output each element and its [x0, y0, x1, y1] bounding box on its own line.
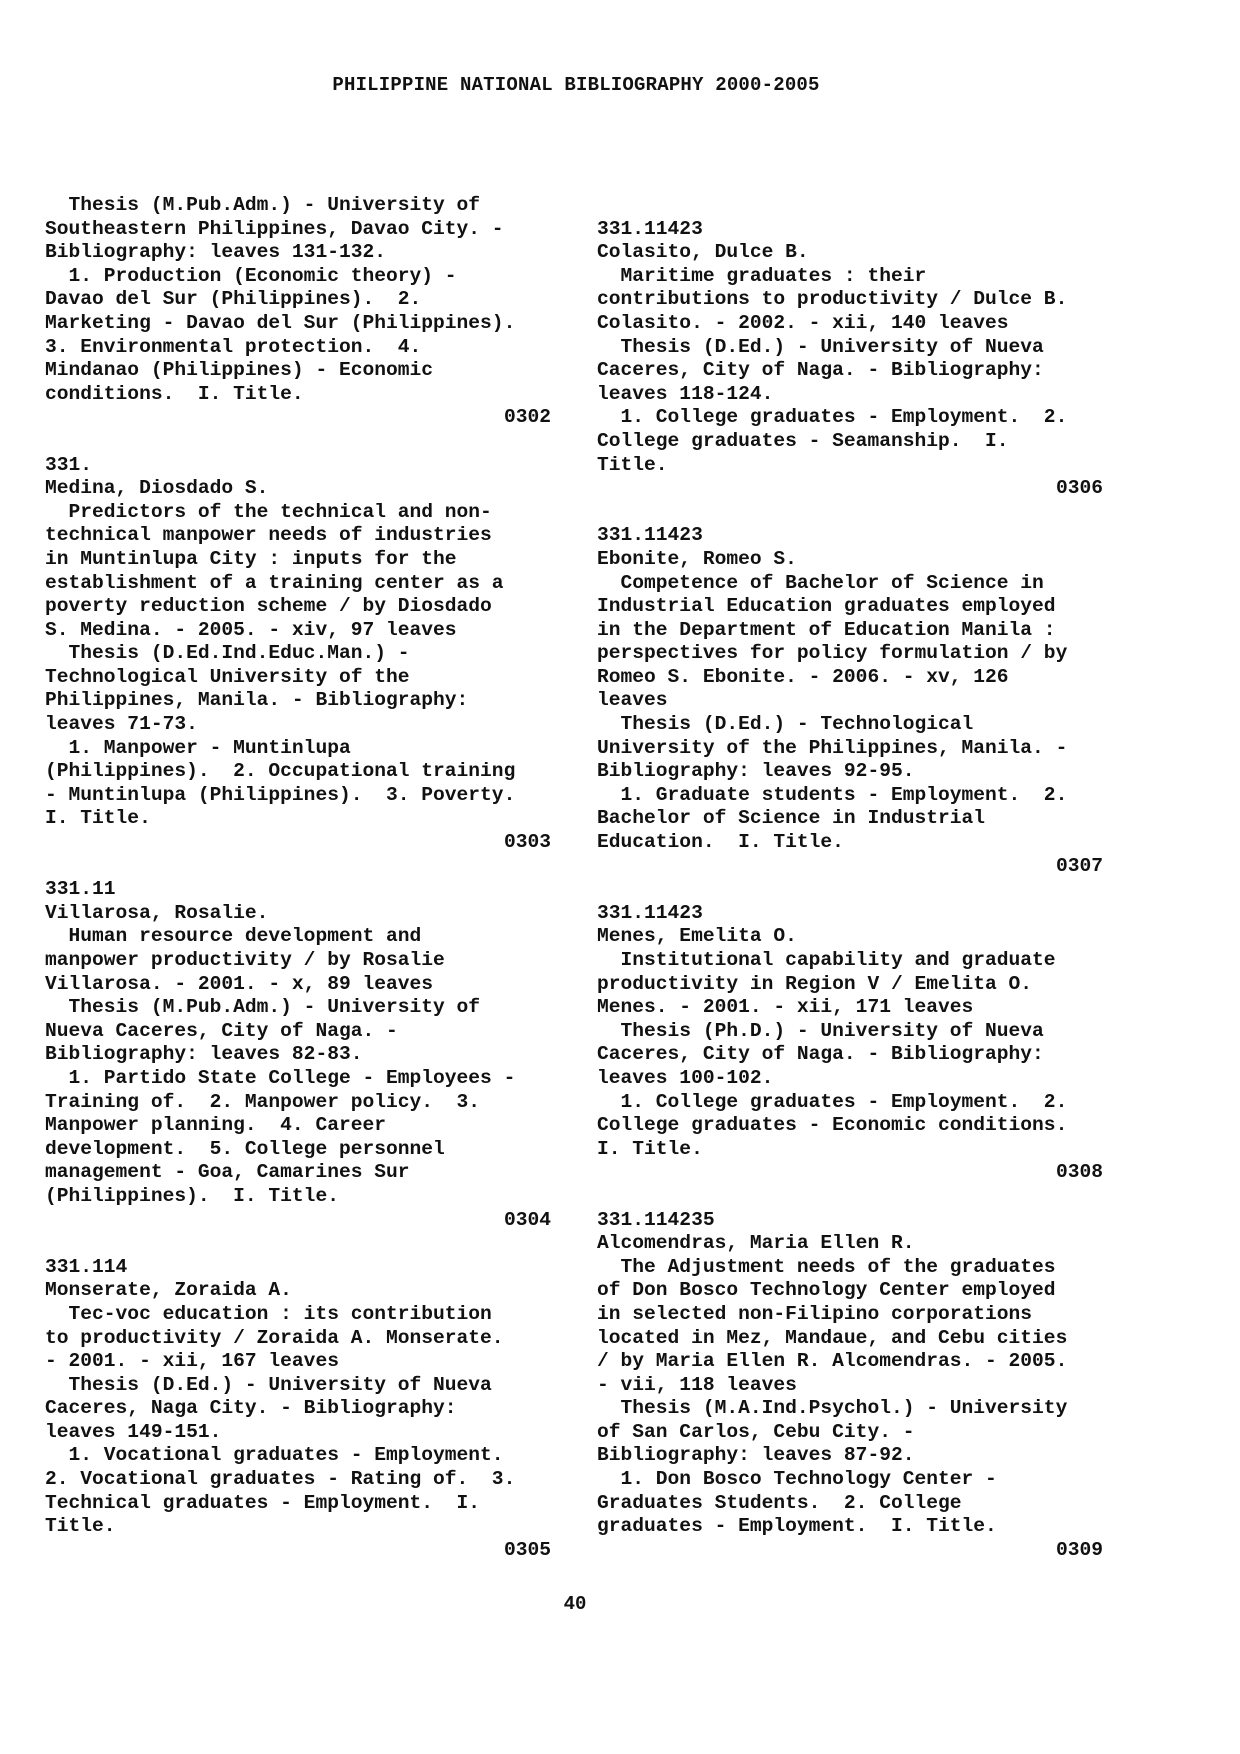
entry-line: 331.11	[45, 878, 116, 901]
spacer	[597, 194, 1103, 218]
entry-line: establishment of a training center as a	[45, 571, 504, 594]
entry-line: 1. Partido State College - Employees -	[45, 1066, 516, 1089]
entry-line: Nueva Caceres, City of Naga. -	[45, 1019, 398, 1042]
entry-line: Technological University of the	[45, 665, 410, 688]
entry-line: Thesis (M.A.Ind.Psychol.) - University	[597, 1397, 1068, 1420]
entry-line: 3. Environmental protection. 4.	[45, 335, 422, 358]
entry-line: manpower productivity / by Rosalie	[45, 949, 445, 971]
entry-line: Education. I. Title.	[597, 831, 844, 854]
entry-line: Thesis (D.Ed.) - Technological	[597, 713, 974, 736]
entry-line: leaves 149-151.	[45, 1420, 222, 1443]
entry-line: leaves 118-124.	[597, 382, 774, 405]
bibliography-entry	[45, 454, 551, 855]
entry-line: Graduates Students. 2. College	[597, 1491, 962, 1514]
entry-line: in the Department of Education Manila :	[597, 618, 1056, 641]
entry-line: 331.	[45, 453, 93, 476]
entry-line: 1. College graduates - Employment. 2.	[597, 1090, 1068, 1113]
entry-line: (Philippines). I. Title.	[45, 1184, 339, 1207]
entry-line: poverty reduction scheme / by Diosdado	[45, 595, 492, 618]
entry-line: 331.114235	[597, 1208, 715, 1231]
left-column	[45, 194, 551, 1586]
entry-line: productivity in Region V / Emelita O.	[597, 972, 1033, 995]
bibliography-entry	[45, 878, 551, 1232]
entry-line: Caceres, City of Naga. - Bibliography:	[597, 359, 1044, 382]
entry-line: Institutional capability and graduate	[597, 949, 1056, 971]
entry-line: Colasito, Dulce B.	[597, 241, 809, 264]
entry-line: Thesis (M.Pub.Adm.) - University of	[45, 996, 481, 1019]
entry-line: management - Goa, Camarines Sur	[45, 1161, 410, 1184]
entry-line: 331.11423	[597, 901, 703, 924]
entry-line: Bibliography: leaves 92-95.	[597, 760, 915, 783]
entry-line: College graduates - Economic conditions.	[597, 1114, 1068, 1137]
entry-number: 0308	[1055, 1161, 1103, 1184]
entry-line: Bibliography: leaves 131-132.	[45, 241, 386, 264]
entry-number: 0304	[503, 1208, 551, 1231]
entry-line: located in Mez, Mandaue, and Cebu cities	[597, 1326, 1068, 1349]
entry-line: contributions to productivity / Dulce B.	[597, 288, 1068, 311]
entry-number: 0303	[503, 831, 551, 854]
entry-line: Marketing - Davao del Sur (Philippines).	[45, 311, 516, 334]
entry-line: Romeo S. Ebonite. - 2006. - xv, 126	[597, 665, 1009, 688]
entry-line: graduates - Employment. I. Title.	[597, 1515, 997, 1538]
entry-line: (Philippines). 2. Occupational training	[45, 760, 516, 783]
entry-line: - vii, 118 leaves	[597, 1373, 797, 1396]
spacer	[597, 878, 1103, 902]
entry-line: 1. Manpower - Muntinlupa	[45, 736, 351, 759]
entry-line: Manpower planning. 4. Career	[45, 1114, 386, 1137]
entry-number: 0306	[1055, 477, 1103, 500]
bibliography-entry	[597, 524, 1103, 878]
entry-line: 1. Don Bosco Technology Center -	[597, 1468, 997, 1491]
entry-line: Thesis (D.Ed.Ind.Educ.Man.) -	[45, 642, 410, 665]
entry-line: Philippines, Manila. - Bibliography:	[45, 689, 469, 712]
entry-line: S. Medina. - 2005. - xiv, 97 leaves	[45, 618, 457, 641]
entry-line: of San Carlos, Cebu City. -	[597, 1420, 915, 1443]
entry-line: Maritime graduates : their	[597, 264, 927, 287]
right-column	[597, 194, 1103, 1562]
bibliography-entry	[597, 902, 1103, 1185]
entry-line: of Don Bosco Technology Center employed	[597, 1279, 1056, 1302]
entry-line: Tec-voc education : its contribution	[45, 1302, 492, 1325]
entry-line: Caceres, City of Naga. - Bibliography:	[597, 1043, 1044, 1066]
entry-line: conditions. I. Title.	[45, 382, 304, 405]
entry-line: leaves 100-102.	[597, 1066, 774, 1089]
entry-line: Southeastern Philippines, Davao City. -	[45, 217, 504, 240]
entry-number: 0309	[1055, 1538, 1103, 1561]
entry-line: Thesis (Ph.D.) - University of Nueva	[597, 1019, 1044, 1042]
entry-line: Villarosa. - 2001. - x, 89 leaves	[45, 972, 434, 995]
page-header: PHILIPPINE NATIONAL BIBLIOGRAPHY 2000-2005	[332, 74, 820, 96]
entry-line: Predictors of the technical and non-	[45, 500, 492, 523]
bibliography-entry	[597, 218, 1103, 501]
entry-line: Villarosa, Rosalie.	[45, 901, 269, 924]
entry-line: Davao del Sur (Philippines). 2.	[45, 288, 422, 311]
entry-line: 1. Vocational graduates - Employment.	[45, 1444, 504, 1467]
entry-line: Thesis (D.Ed.) - University of Nueva	[597, 335, 1044, 358]
entry-line: Monserate, Zoraida A.	[45, 1279, 292, 1302]
entry-line: Menes. - 2001. - xii, 171 leaves	[597, 996, 974, 1019]
entry-line: 1. Graduate students - Employment. 2.	[597, 783, 1068, 806]
entry-line: Title.	[597, 453, 668, 476]
entry-line: 331.114	[45, 1255, 128, 1278]
entry-line: technical manpower needs of industries	[45, 524, 492, 547]
entry-line: perspectives for policy formulation / by	[597, 642, 1068, 665]
entry-line: leaves 71-73.	[45, 713, 198, 736]
entry-line: Mindanao (Philippines) - Economic	[45, 359, 434, 382]
entry-line: - Muntinlupa (Philippines). 3. Poverty.	[45, 783, 516, 806]
page-number: 40	[563, 1593, 587, 1615]
bibliography-entry	[45, 194, 551, 430]
spacer	[45, 855, 551, 879]
entry-line: development. 5. College personnel	[45, 1137, 445, 1160]
bibliography-entry	[597, 1209, 1103, 1563]
entry-line: Colasito. - 2002. - xii, 140 leaves	[597, 311, 1009, 334]
entry-line: Alcomendras, Maria Ellen R.	[597, 1232, 915, 1255]
entry-line: in selected non-Filipino corporations	[597, 1302, 1033, 1325]
entry-line: 331.11423	[597, 217, 703, 240]
entry-line: Industrial Education graduates employed	[597, 595, 1056, 618]
entry-line: Bachelor of Science in Industrial	[597, 807, 986, 830]
entry-line: Bibliography: leaves 82-83.	[45, 1043, 363, 1066]
spacer	[45, 1562, 551, 1586]
entry-line: to productivity / Zoraida A. Monserate.	[45, 1326, 504, 1349]
spacer	[597, 1185, 1103, 1209]
entry-line: I. Title.	[45, 807, 151, 830]
entry-line: University of the Philippines, Manila. -	[597, 736, 1068, 759]
spacer	[45, 1232, 551, 1256]
entry-line: 1. Production (Economic theory) -	[45, 264, 457, 287]
entry-line: Thesis (M.Pub.Adm.) - University of	[45, 194, 481, 216]
entry-line: Thesis (D.Ed.) - University of Nueva	[45, 1373, 492, 1396]
entry-line: 331.11423	[597, 524, 703, 547]
entry-line: I. Title.	[597, 1137, 703, 1160]
entry-line: The Adjustment needs of the graduates	[597, 1255, 1056, 1278]
entry-line: in Muntinlupa City : inputs for the	[45, 547, 457, 570]
spacer	[45, 430, 551, 454]
entry-line: Title.	[45, 1515, 116, 1538]
entry-line: Caceres, Naga City. - Bibliography:	[45, 1397, 457, 1420]
entry-line: / by Maria Ellen R. Alcomendras. - 2005.	[597, 1350, 1068, 1373]
entry-line: Menes, Emelita O.	[597, 925, 797, 948]
entry-line: 1. College graduates - Employment. 2.	[597, 406, 1068, 429]
entry-line: Technical graduates - Employment. I.	[45, 1491, 481, 1514]
entry-line: Medina, Diosdado S.	[45, 477, 269, 500]
entry-line: leaves	[597, 689, 668, 712]
entry-number: 0307	[1055, 854, 1103, 877]
entry-line: Human resource development and	[45, 925, 422, 948]
entry-line: 2. Vocational graduates - Rating of. 3.	[45, 1468, 516, 1491]
entry-line: College graduates - Seamanship. I.	[597, 429, 1009, 452]
bibliography-entry	[45, 1256, 551, 1563]
entry-line: - 2001. - xii, 167 leaves	[45, 1350, 339, 1373]
entry-line: Competence of Bachelor of Science in	[597, 571, 1044, 594]
entry-line: Bibliography: leaves 87-92.	[597, 1444, 915, 1467]
entry-number: 0302	[503, 406, 551, 429]
entry-line: Ebonite, Romeo S.	[597, 547, 797, 570]
entry-number: 0305	[503, 1538, 551, 1561]
entry-line: Training of. 2. Manpower policy. 3.	[45, 1090, 481, 1113]
spacer	[597, 501, 1103, 525]
